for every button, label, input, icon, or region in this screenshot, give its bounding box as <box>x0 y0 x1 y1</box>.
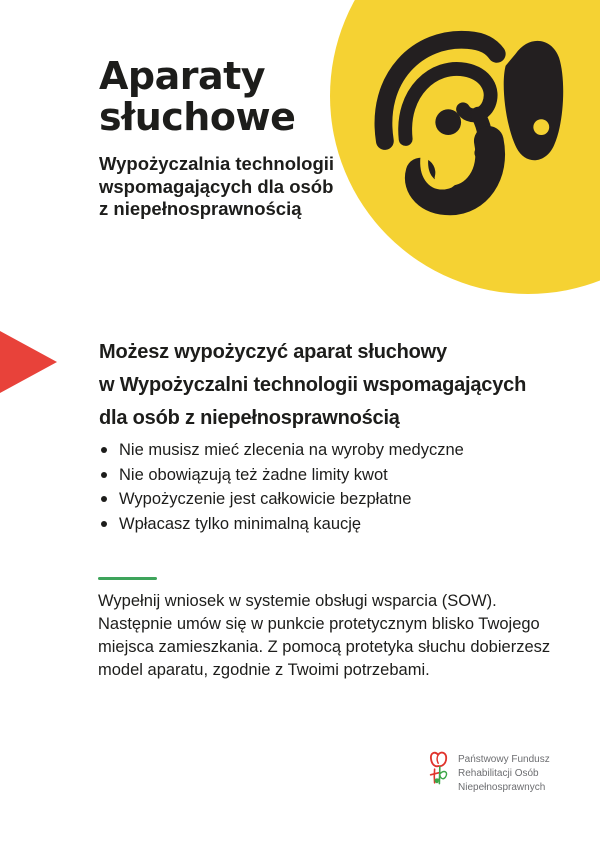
paragraph-line: model aparatu, zgodnie z Twoimi potrzebami. <box>98 661 430 679</box>
paragraph-line: Wypełnij wniosek w systemie obsługi wsparcia (SOW). <box>98 592 497 610</box>
section-heading <box>99 336 526 435</box>
section-heading-line: w Wypożyczalni technologii wspomagających <box>99 374 527 396</box>
page-subtitle <box>99 153 334 221</box>
page-title-line1: Aparaty <box>99 54 266 98</box>
pfron-tulip-icon <box>427 748 451 792</box>
benefits-list <box>99 438 464 536</box>
green-divider <box>98 577 157 580</box>
page-title <box>99 56 295 138</box>
list-item-text: Wpłacasz tylko minimalną kaucję <box>119 514 362 533</box>
list-item <box>99 463 464 488</box>
bullet-icon <box>101 496 107 502</box>
logo-text-line: Niepełnosprawnych <box>458 781 546 793</box>
bullet-icon <box>101 447 107 453</box>
subtitle-line: Wypożyczalnia technologii <box>99 153 335 174</box>
list-item-text: Wypożyczenie jest całkowicie bezpłatne <box>119 490 412 508</box>
info-paragraph <box>98 590 550 682</box>
logo-text-line: Państwowy Fundusz <box>458 754 550 765</box>
list-item-text: Nie obowiązują też żadne limity kwot <box>119 465 388 484</box>
section-heading-line: dla osób z niepełnosprawnością <box>99 407 400 429</box>
section-heading-line: Możesz wypożyczyć aparat słuchowy <box>99 341 447 363</box>
page-title-line2: słuchowe <box>99 95 296 139</box>
paragraph-line: miejsca zamieszkania. Z pomocą protetyka słuchu dobierzesz <box>98 638 551 656</box>
subtitle-line: z niepełnosprawnością <box>99 198 302 219</box>
list-item <box>99 512 464 537</box>
list-item <box>99 487 464 512</box>
bullet-icon <box>101 521 107 527</box>
pfron-logo-text <box>458 746 550 794</box>
ear-hearing-aid-icon <box>371 30 569 248</box>
subtitle-line: wspomagających dla osób <box>99 175 334 197</box>
pfron-logo <box>427 746 550 794</box>
list-item <box>99 438 464 463</box>
logo-text-line: Rehabilitacji Osób <box>458 767 539 779</box>
paragraph-line: Następnie umów się w punkcie protetycznym blisko Twojego <box>98 615 540 633</box>
list-item-text: Nie musisz mieć zlecenia na wyroby medyczne <box>119 441 464 459</box>
red-arrow-icon <box>0 331 57 393</box>
bullet-icon <box>101 472 107 478</box>
